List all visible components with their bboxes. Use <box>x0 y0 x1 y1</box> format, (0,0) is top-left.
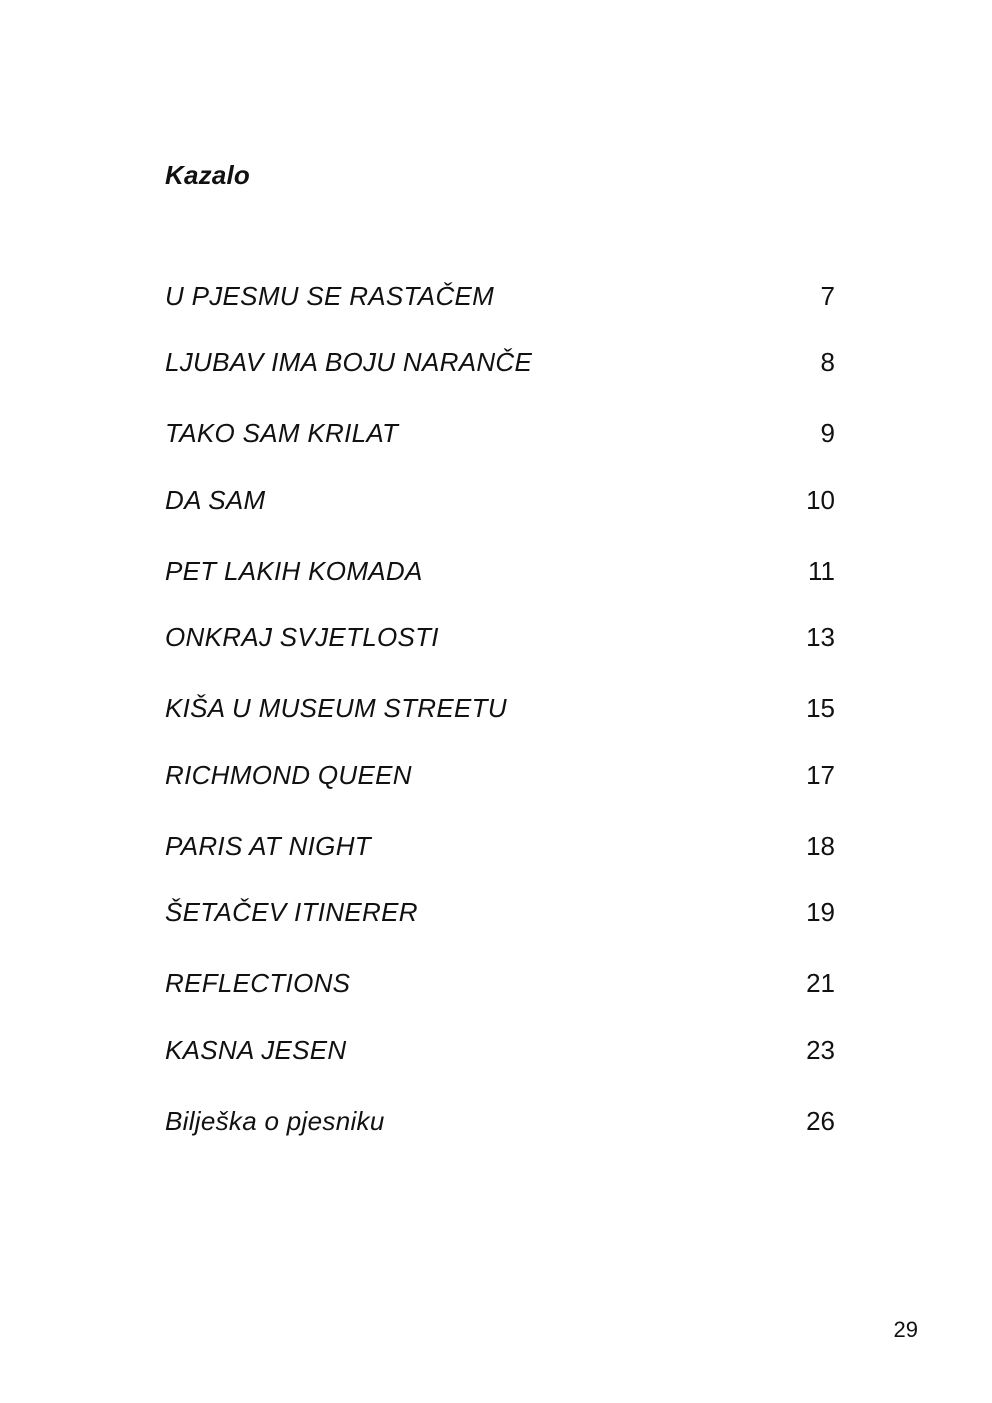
toc-entry-page: 17 <box>806 760 835 790</box>
page-title: Kazalo <box>165 160 251 190</box>
toc-entry-page: 7 <box>820 281 835 311</box>
toc-entry-title: ŠETAČEV ITINERER <box>165 897 418 927</box>
toc-entry-page: 21 <box>806 968 835 998</box>
toc-entry <box>165 895 835 929</box>
toc-entry <box>165 416 835 450</box>
toc-entry-page: 18 <box>806 831 835 861</box>
toc-entry-title: PET LAKIH KOMADA <box>165 556 423 586</box>
toc-entry <box>165 966 835 1000</box>
toc-entry-page: 13 <box>806 622 835 652</box>
toc-entry <box>165 1104 835 1138</box>
toc-entry <box>165 1033 835 1067</box>
toc-entry-title: RICHMOND QUEEN <box>165 760 412 790</box>
toc-entry <box>165 345 835 379</box>
toc-entry-page: 26 <box>806 1106 835 1136</box>
toc-entry-title: KIŠA U MUSEUM STREETU <box>165 693 507 723</box>
toc-entry <box>165 691 835 725</box>
page-number: 29 <box>893 1317 918 1342</box>
toc-entry-page: 15 <box>806 693 835 723</box>
toc-entry <box>165 279 835 313</box>
toc-entry-title: LJUBAV IMA BOJU NARANČE <box>165 347 533 377</box>
toc-entry-title: U PJESMU SE RASTAČEM <box>165 281 495 311</box>
toc-entry-page: 23 <box>806 1035 835 1065</box>
toc-entry-title: REFLECTIONS <box>165 968 351 998</box>
toc-entry-title: ONKRAJ SVJETLOSTI <box>165 622 439 652</box>
toc-entry-page: 8 <box>820 347 835 377</box>
toc-entry <box>165 829 835 863</box>
toc-entry <box>165 620 835 654</box>
toc-entry-page: 9 <box>820 418 835 448</box>
toc-entry-title: Bilješka o pjesniku <box>165 1106 385 1136</box>
toc-entry <box>165 758 835 792</box>
toc-entry-page: 11 <box>808 556 835 586</box>
toc-entry <box>165 554 835 588</box>
toc-entry-page: 19 <box>806 897 835 927</box>
toc-entry-page: 10 <box>806 485 835 515</box>
toc-entry-title: PARIS AT NIGHT <box>165 831 371 861</box>
toc-entry-title: KASNA JESEN <box>165 1035 347 1065</box>
toc-entry-title: TAKO SAM KRILAT <box>165 418 399 448</box>
toc-entry <box>165 483 835 517</box>
toc-entry-title: DA SAM <box>165 485 266 515</box>
